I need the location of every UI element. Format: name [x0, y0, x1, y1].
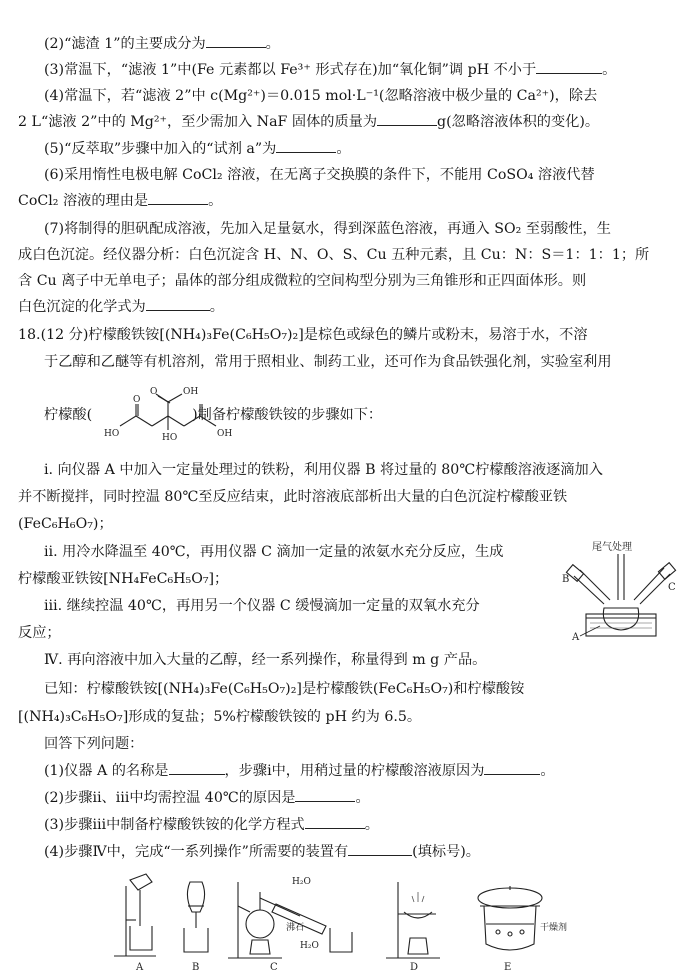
q17-4-unit-text: g(忽略溶液体积的变化)。: [437, 114, 600, 130]
answer-blank[interactable]: [148, 188, 208, 205]
known-cont-text: [(NH₄)₃C₆H₅O₇]形成的复盐；5%柠檬酸铁铵的 pH 约为 6.5。: [18, 709, 422, 725]
q17-5-text: (5)“反萃取”步骤中加入的“试剂 a”为: [44, 141, 277, 157]
option-label-b: B: [192, 962, 200, 973]
apparatus-figure: [560, 538, 680, 646]
q18-4-text: (4)步骤Ⅳ中，完成“一系列操作”所需要的装置有: [44, 844, 349, 860]
q18-3-text: (3)步骤ⅲ中制备柠檬酸铁铵的化学方程式: [44, 817, 305, 833]
step-i-cont-text: 并不断搅拌，同时控温 80℃至反应结束，此时溶液底部析出大量的白色沉淀柠檬酸亚铁: [18, 489, 568, 505]
q18-intro: [0, 349, 693, 375]
step-i-text: ⅰ. 向仪器 A 中加入一定量处理过的铁粉，利用仪器 B 将过量的 80℃柠檬酸溶液逐滴加入: [44, 462, 603, 478]
answer-blank[interactable]: [377, 109, 437, 126]
q18-intro-text: 于乙醇和乙醚等有机溶剂，常用于照相业、制药工业，还可作为食品铁强化剂，实验室利用: [44, 354, 612, 370]
q18-2: (2)步骤ⅱ、ⅲ中均需控温 40℃的原因是 。: [0, 785, 693, 811]
option-label-e: E: [504, 962, 512, 973]
q18-2-text: (2)步骤ⅱ、ⅲ中均需控温 40℃的原因是: [44, 790, 296, 806]
citric-acid-structure: [100, 378, 240, 444]
step-iv: [0, 647, 693, 673]
step-iii-cont: [0, 620, 520, 646]
q18-4: [0, 839, 693, 865]
q17-7-cont3: 白色沉淀的化学式为 。: [0, 294, 693, 320]
step-ii-cont-text: 柠檬酸亚铁铵[NH₄FeC₆H₅O₇]；: [18, 571, 229, 587]
citric-o-top: O: [150, 387, 158, 397]
q17-4: [0, 83, 693, 109]
answer-blank[interactable]: [146, 294, 210, 311]
citric-acid-suffix: )制备柠檬酸铁铵的步骤如下：: [192, 407, 383, 423]
q17-2-text: (2)“滤渣 1”的主要成分为: [44, 36, 206, 52]
step-iii: [0, 593, 540, 619]
answer-blank[interactable]: [276, 136, 336, 153]
step-i-cont: [0, 484, 693, 510]
q18-header: [0, 322, 693, 348]
citric-oh-top: OH: [183, 387, 199, 397]
apparatus-label-c: C: [668, 582, 676, 593]
q17-4-text: (4)常温下，若“滤液 2”中 c(Mg²⁺)＝0.015 mol·L⁻¹(忽略溶液中极少量的 Ca²⁺)，除去: [44, 88, 598, 104]
citric-ho-left: HO: [104, 429, 120, 439]
citric-oh-right: OH: [217, 429, 233, 439]
citric-o-left: O: [133, 395, 141, 405]
step-ii-cont: [0, 566, 520, 592]
answer-blank[interactable]: [295, 785, 355, 802]
step-i-formula: [0, 511, 693, 537]
q17-7-cont2-text: 含 Cu 离子中无单电子；晶体的部分组成微粒的空间构型分别为三角锥形和正四面体形。则: [18, 273, 587, 289]
q18-1-cont-text: ，步骤ⅰ中，用稍过量的柠檬酸溶液原因为: [224, 763, 485, 779]
q17-7-cont1: [0, 242, 693, 268]
q17-3: (3)常温下，“滤液 1”中(Fe 元素都以 Fe³⁺ 形式存在)加“氧化铜”调 pH 不小于 。: [0, 57, 693, 83]
q18-header-text: 18.(12 分)柠檬酸铁铵[(NH₄)₃Fe(C₆H₅O₇)₂]是棕色或绿色的鳞片或粉末，易溶于水，不溶: [18, 327, 588, 343]
known-text: 已知：柠檬酸铁铵[(NH₄)₃Fe(C₆H₅O₇)₂]是柠檬酸铁(FeC₆H₅O₇)和柠檬酸铵: [44, 681, 525, 697]
known: [0, 676, 693, 702]
options-figure: [100, 866, 580, 974]
step-ii-text: ⅱ. 用冷水降温至 40℃，再用仪器 C 滴加一定量的浓氨水充分反应，生成: [44, 544, 504, 560]
answer-prompt: [0, 731, 693, 757]
option-label-c: C: [270, 962, 278, 973]
step-i-formula-text: (FeC₆H₆O₇)；: [18, 516, 113, 532]
desiccant-label: 干燥剂: [540, 923, 568, 933]
q17-5: (5)“反萃取”步骤中加入的“试剂 a”为 。: [0, 136, 693, 162]
q17-7: [0, 216, 693, 242]
answer-blank[interactable]: [305, 812, 365, 829]
q18-4-cont-text: (填标号)。: [412, 844, 480, 860]
step-iii-cont-text: 反应；: [18, 625, 61, 641]
q17-7-cont3-text: 白色沉淀的化学式为: [18, 299, 146, 315]
step-iv-text: Ⅳ. 再向溶液中加入大量的乙醇，经一系列操作，称量得到 m g 产品。: [44, 652, 487, 668]
answer-blank[interactable]: [169, 758, 225, 775]
water-bottom-label: H₂O: [300, 941, 319, 951]
q17-4-cont-text: 2 L“滤液 2”中的 Mg²⁺，至少需加入 NaF 固体的质量为: [18, 114, 378, 130]
water-top-label: H₂O: [292, 877, 311, 887]
q18-1: (1)仪器 A 的名称是 ，步骤ⅰ中，用稍过量的柠檬酸溶液原因为 。: [0, 758, 693, 784]
answer-blank[interactable]: [536, 57, 602, 74]
answer-blank[interactable]: [484, 758, 540, 775]
step-iii-text: ⅲ. 继续控温 40℃，再用另一个仪器 C 缓慢滴加一定量的双氧水充分: [44, 598, 480, 614]
answer-blank[interactable]: [348, 839, 412, 856]
q17-6-text: (6)采用惰性电极电解 CoCl₂ 溶液，在无离子交换膜的条件下，不能用 CoSO₄ 溶液代替: [44, 167, 595, 183]
q17-2: (2)“滤渣 1”的主要成分为 。: [0, 31, 693, 57]
step-i: [0, 457, 693, 483]
q17-7-text: (7)将制得的胆矾配成溶液，先加入足量氨水，得到深蓝色溶液，再通入 SO₂ 至弱酸性，生: [44, 221, 611, 237]
q17-3-text: (3)常温下，“滤液 1”中(Fe 元素都以 Fe³⁺ 形式存在)加“氧化铜”调 pH 不小于: [44, 62, 537, 78]
tail-gas-label: 尾气处理: [592, 542, 632, 553]
q17-7-cont2: [0, 268, 693, 294]
apparatus-label-a: A: [572, 632, 580, 643]
answer-blank[interactable]: [206, 31, 266, 48]
boiling-stone-label: 沸石: [286, 923, 305, 933]
q18-3: (3)步骤ⅲ中制备柠檬酸铁铵的化学方程式 。: [0, 812, 693, 838]
q18-1-text: (1)仪器 A 的名称是: [44, 763, 169, 779]
citric-acid-prefix: 柠檬酸(: [44, 407, 93, 423]
q17-7-cont1-text: 成白色沉淀。经仪器分析：白色沉淀含 H、N、O、S、Cu 五种元素，且 Cu：N：S＝1：1：1；所: [18, 247, 650, 263]
apparatus-label-b: B: [562, 574, 570, 585]
option-label-a: A: [136, 962, 144, 973]
option-label-d: D: [410, 962, 419, 973]
citric-ho-center: HO: [162, 433, 178, 443]
q17-6-cont-text: CoCl₂ 溶液的理由是: [18, 193, 149, 209]
q17-6-cont: CoCl₂ 溶液的理由是 。: [0, 188, 693, 214]
known-cont: [0, 704, 693, 730]
q17-4-cont: [0, 109, 693, 135]
step-ii: [0, 539, 520, 565]
answer-prompt-text: 回答下列问题：: [44, 736, 144, 752]
q17-6: [0, 162, 693, 188]
